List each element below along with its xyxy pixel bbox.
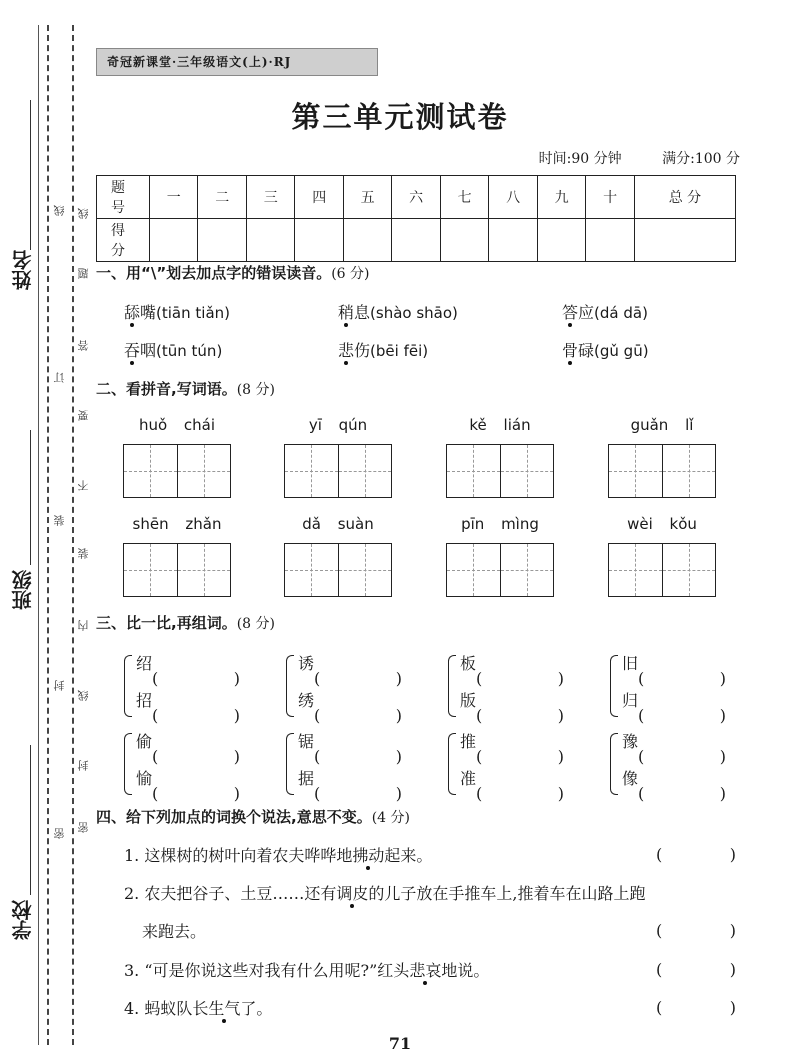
seal-char: 题 (77, 268, 90, 279)
compare-group (124, 729, 244, 799)
reading-item (124, 300, 230, 323)
section-heading: 四、给下列加点的词换个说法,意思不变。 (96, 808, 372, 826)
score-cell[interactable] (343, 219, 391, 262)
dotted-word: 调皮 (336, 884, 369, 903)
word-box-group (123, 416, 231, 498)
seal-char: 密 (53, 828, 66, 839)
tian-grid[interactable] (123, 444, 231, 498)
dotted-word: 生气 (208, 999, 241, 1018)
question-text: 这棵树的树叶向着农夫哗哗地 (144, 846, 353, 865)
score-cell[interactable] (634, 219, 735, 262)
char: 豫 (622, 732, 639, 751)
char: 咽 (140, 341, 157, 360)
table-cell: 二 (198, 176, 246, 219)
margin-line (38, 25, 39, 1045)
score-cell[interactable] (537, 219, 585, 262)
question-text: 了。 (240, 999, 273, 1018)
question-text: 的儿子放在手推车上,推着车在山路上跑 (368, 884, 646, 903)
section-2-title (96, 378, 275, 399)
dotted-char: 答 (562, 303, 579, 322)
question-number: 2. (124, 884, 140, 903)
tian-grid[interactable] (608, 444, 716, 498)
page-title: 第三单元测试卷 (291, 100, 509, 134)
pinyin-label: huǒ chái (138, 416, 216, 434)
question-text: 来跑去。 (142, 922, 207, 941)
question-number: 3. (124, 961, 140, 980)
dotted-word: 拂动 (352, 846, 385, 865)
seal-char: 不 (77, 480, 90, 491)
pinyin-options[interactable]: (gǔ gū) (594, 342, 649, 360)
seal-char: 装 (53, 515, 66, 526)
dotted-char: 吞 (124, 341, 141, 360)
table-cell: 得 分 (97, 219, 150, 262)
dotted-char: 悲 (338, 341, 355, 360)
pinyin-options[interactable]: (shào shāo) (370, 304, 458, 322)
char: 据 (298, 769, 315, 788)
table-cell: 六 (392, 176, 440, 219)
score-table (96, 175, 736, 262)
table-cell: 四 (295, 176, 343, 219)
seal-char: 封 (53, 680, 66, 691)
seal-char: 订 (53, 372, 66, 383)
word-box-group (608, 416, 716, 498)
question-3 (124, 960, 489, 982)
char: 像 (622, 769, 639, 788)
seal-char: 答 (77, 340, 90, 351)
pinyin-label: shēn zhǎn (132, 515, 222, 533)
dotted-char: 舔 (124, 303, 141, 322)
char: 应 (578, 303, 595, 322)
score-header-row (97, 176, 736, 219)
section-3-title (96, 612, 275, 633)
dotted-char: 稍 (338, 303, 355, 322)
char: 旧 (622, 654, 639, 673)
compare-group (448, 651, 568, 721)
tian-grid[interactable] (446, 444, 554, 498)
compare-group (610, 651, 730, 721)
pinyin-options[interactable]: (tūn tún) (156, 342, 223, 360)
seal-char: 密 (77, 822, 90, 833)
pinyin-label: guǎn lǐ (630, 416, 694, 434)
reading-item (338, 338, 428, 361)
reading-item (338, 300, 458, 323)
char: 锯 (298, 732, 315, 751)
score-cell[interactable] (489, 219, 537, 262)
table-cell: 总 分 (634, 176, 735, 219)
question-number: 4. (124, 999, 140, 1018)
score-cell[interactable] (586, 219, 634, 262)
char: 碌 (578, 341, 595, 360)
pinyin-options[interactable]: (tiān tiǎn) (156, 304, 230, 322)
score-cell[interactable] (246, 219, 294, 262)
tian-grid[interactable] (608, 543, 716, 597)
section-heading: 一、用“\”划去加点字的错误读音。 (96, 264, 332, 282)
compare-group (286, 651, 406, 721)
char: 版 (460, 691, 477, 710)
pinyin-label: pīn mìng (461, 515, 539, 533)
table-cell: 五 (343, 176, 391, 219)
question-text: 地说。 (441, 961, 490, 980)
seal-char: 封 (77, 760, 90, 771)
compare-group (448, 729, 568, 799)
section-heading: 二、看拼音,写词语。 (96, 380, 237, 398)
tian-grid[interactable] (284, 543, 392, 597)
page-number: 71 (388, 1034, 412, 1053)
word-box-group (123, 515, 231, 597)
seal-char: 线 (53, 205, 66, 216)
table-cell: 题 号 (97, 176, 150, 219)
question-number: 1. (124, 846, 140, 865)
seal-char: 线 (77, 208, 90, 219)
dotted-char: 骨 (562, 341, 579, 360)
char: 嘴 (140, 303, 157, 322)
section-points: (6 分) (331, 266, 370, 282)
char: 招 (136, 691, 153, 710)
section-4-title (96, 806, 410, 827)
section-heading: 三、比一比,再组词。 (96, 614, 237, 632)
exam-time: 时间:90 分钟 (538, 151, 622, 167)
dotted-word: 悲哀 (409, 961, 442, 980)
char: 诱 (298, 654, 315, 673)
school-label: 学校 (11, 900, 35, 940)
school-field[interactable] (30, 745, 31, 895)
compare-group (610, 729, 730, 799)
tian-grid[interactable] (446, 543, 554, 597)
compare-group (124, 651, 244, 721)
score-cell[interactable] (392, 219, 440, 262)
word-box-group (284, 515, 392, 597)
full-score: 满分:100 分 (662, 151, 740, 167)
compare-group (286, 729, 406, 799)
section-1-title (96, 262, 369, 283)
tian-grid[interactable] (284, 444, 392, 498)
score-entry-row (97, 219, 736, 262)
question-4 (124, 998, 272, 1020)
series-banner: 奇冠新课堂·三年级语文(上)·RJ (96, 48, 378, 76)
pinyin-label: dǎ suàn (302, 515, 374, 533)
char: 愉 (136, 769, 153, 788)
char: 推 (460, 732, 477, 751)
word-box-group (446, 515, 554, 597)
class-field[interactable] (30, 430, 31, 565)
reading-item (562, 300, 648, 323)
pinyin-label: kě lián (469, 416, 531, 434)
question-text: 起来。 (384, 846, 433, 865)
char: 伤 (354, 341, 371, 360)
binding-margin (0, 0, 90, 1053)
score-cell[interactable] (440, 219, 488, 262)
table-cell: 三 (246, 176, 294, 219)
score-cell[interactable] (198, 219, 246, 262)
seal-char: 要 (77, 410, 90, 421)
pinyin-label: yī qún (308, 416, 368, 434)
question-2 (124, 883, 744, 905)
question-text: 蚂蚁队长 (144, 999, 209, 1018)
char: 息 (354, 303, 371, 322)
table-cell: 九 (537, 176, 585, 219)
cut-line (47, 25, 49, 1045)
char: 准 (460, 769, 477, 788)
table-cell: 十 (586, 176, 634, 219)
word-box-group (446, 416, 554, 498)
cut-line (72, 25, 74, 1045)
question-text: 农夫把谷子、土豆……还有 (144, 884, 337, 903)
section-points: (8 分) (236, 382, 275, 398)
seal-char: 线 (77, 690, 90, 701)
name-label: 姓名 (11, 250, 35, 290)
char: 绍 (136, 654, 153, 673)
score-cell[interactable] (150, 219, 198, 262)
table-cell: 一 (150, 176, 198, 219)
seal-char: 装 (77, 548, 90, 559)
question-1 (124, 845, 432, 867)
seal-char: 内 (77, 620, 90, 631)
char: 绣 (298, 691, 315, 710)
reading-item (562, 338, 649, 361)
table-cell: 七 (440, 176, 488, 219)
question-text: “可是你说这些对我有什么用呢?”红头 (144, 961, 410, 980)
char: 偷 (136, 732, 153, 751)
section-points: (8 分) (236, 616, 275, 632)
section-points: (4 分) (371, 810, 410, 826)
reading-item (124, 338, 222, 361)
pinyin-options[interactable]: (dá dā) (594, 304, 648, 322)
char: 板 (460, 654, 477, 673)
table-cell: 八 (489, 176, 537, 219)
word-box-group (608, 515, 716, 597)
tian-grid[interactable] (123, 543, 231, 597)
pinyin-options[interactable]: (bēi fēi) (370, 342, 429, 360)
exam-meta (503, 148, 740, 168)
pinyin-label: wèi kǒu (627, 515, 697, 533)
word-box-group (284, 416, 392, 498)
char: 归 (622, 691, 639, 710)
score-cell[interactable] (295, 219, 343, 262)
class-label: 班级 (11, 570, 35, 610)
question-2-cont (142, 921, 206, 943)
